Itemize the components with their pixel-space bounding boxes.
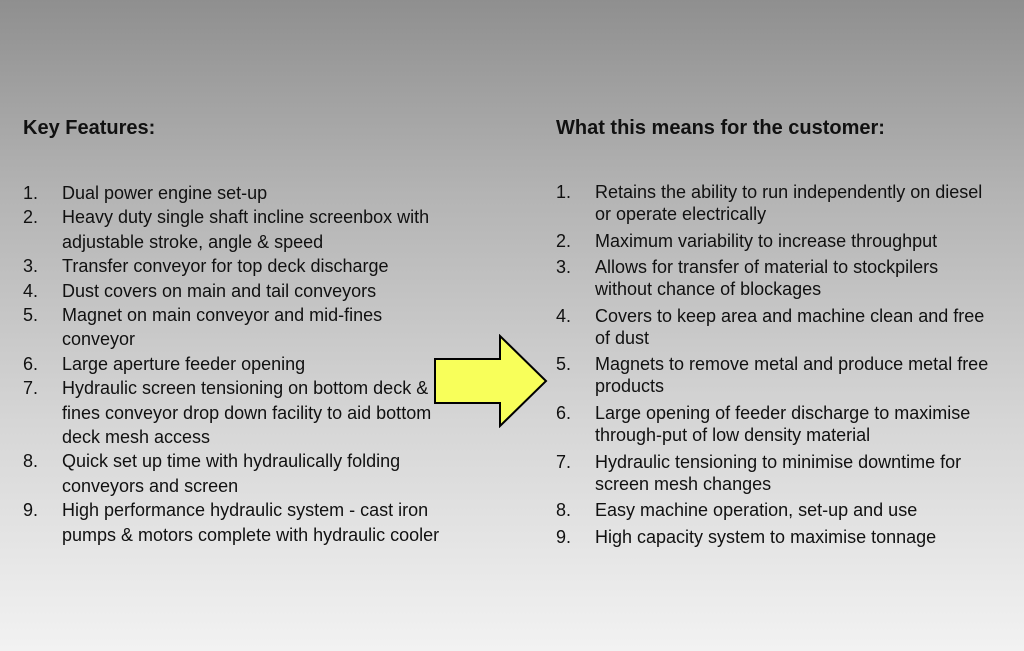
- list-item: [23, 205, 443, 254]
- item-text: Heavy duty single shaft incline screenbox with adjustable stroke, angle & speed: [62, 207, 430, 252]
- list-item: [23, 279, 443, 303]
- list-item: [23, 181, 443, 205]
- item-number: 2.: [556, 230, 572, 251]
- item-text: Dust covers on main and tail conveyors: [62, 280, 377, 301]
- item-number: 5.: [23, 305, 39, 326]
- right-arrow-icon: [433, 334, 549, 428]
- item-number: 5.: [556, 354, 572, 375]
- key-features-list: [23, 181, 443, 547]
- list-item: [23, 376, 443, 449]
- item-text: Transfer conveyor for top deck discharge: [62, 256, 389, 277]
- list-item: [23, 498, 443, 547]
- item-text: Large opening of feeder discharge to maximise through-put of low density material: [595, 402, 971, 445]
- item-text: Hydraulic screen tensioning on bottom deck & fines conveyor drop down facility to aid bottom deck mesh access: [62, 378, 432, 448]
- list-item: [556, 499, 996, 521]
- item-number: 7.: [23, 378, 39, 399]
- item-text: Retains the ability to run independently on diesel or operate electrically: [595, 182, 983, 224]
- item-text: Quick set up time with hydraulically folding conveyors and screen: [62, 451, 401, 496]
- item-text: Magnet on main conveyor and mid-fines conveyor: [62, 305, 383, 350]
- item-number: 8.: [23, 451, 39, 472]
- item-number: 9.: [556, 526, 572, 547]
- item-text: Maximum variability to increase throughput: [595, 230, 938, 251]
- item-number: 8.: [556, 500, 572, 521]
- item-text: Magnets to remove metal and produce metal free products: [595, 354, 989, 397]
- item-text: Hydraulic tensioning to minimise downtime for screen mesh changes: [595, 451, 962, 494]
- item-text: Dual power engine set-up: [62, 183, 268, 203]
- customer-benefits-heading: What this means for the customer:: [556, 117, 885, 139]
- customer-benefits-list: [556, 181, 996, 548]
- list-item: [23, 449, 443, 498]
- list-item: [556, 230, 996, 252]
- list-item: [23, 303, 443, 352]
- customer-benefits-column: [556, 114, 996, 552]
- list-item: [556, 353, 996, 397]
- item-number: 4.: [556, 305, 572, 326]
- item-number: 2.: [23, 207, 39, 228]
- item-text: Covers to keep area and machine clean and free of dust: [595, 305, 985, 348]
- list-item: [23, 254, 443, 278]
- key-features-heading: Key Features:: [23, 117, 156, 139]
- item-text: Allows for transfer of material to stockpilers without chance of blockages: [595, 257, 939, 300]
- list-item: [556, 402, 996, 446]
- item-number: 7.: [556, 451, 572, 472]
- item-number: 9.: [23, 500, 39, 521]
- list-item: [556, 256, 996, 300]
- item-number: 1.: [556, 182, 572, 202]
- item-text: Large aperture feeder opening: [62, 353, 306, 374]
- item-number: 6.: [556, 402, 572, 423]
- item-text: Easy machine operation, set-up and use: [595, 500, 918, 521]
- list-item: [556, 181, 996, 225]
- item-number: 3.: [556, 257, 572, 278]
- list-item: [23, 352, 443, 376]
- list-item: [556, 305, 996, 349]
- item-text: High performance hydraulic system - cast iron pumps & motors complete with hydraulic cooler: [62, 500, 440, 545]
- key-features-column: [23, 114, 443, 547]
- item-number: 4.: [23, 280, 39, 301]
- item-number: 1.: [23, 183, 39, 203]
- list-item: [556, 526, 996, 548]
- item-number: 3.: [23, 256, 39, 277]
- list-item: [556, 451, 996, 495]
- item-number: 6.: [23, 353, 39, 374]
- item-text: High capacity system to maximise tonnage: [595, 526, 937, 547]
